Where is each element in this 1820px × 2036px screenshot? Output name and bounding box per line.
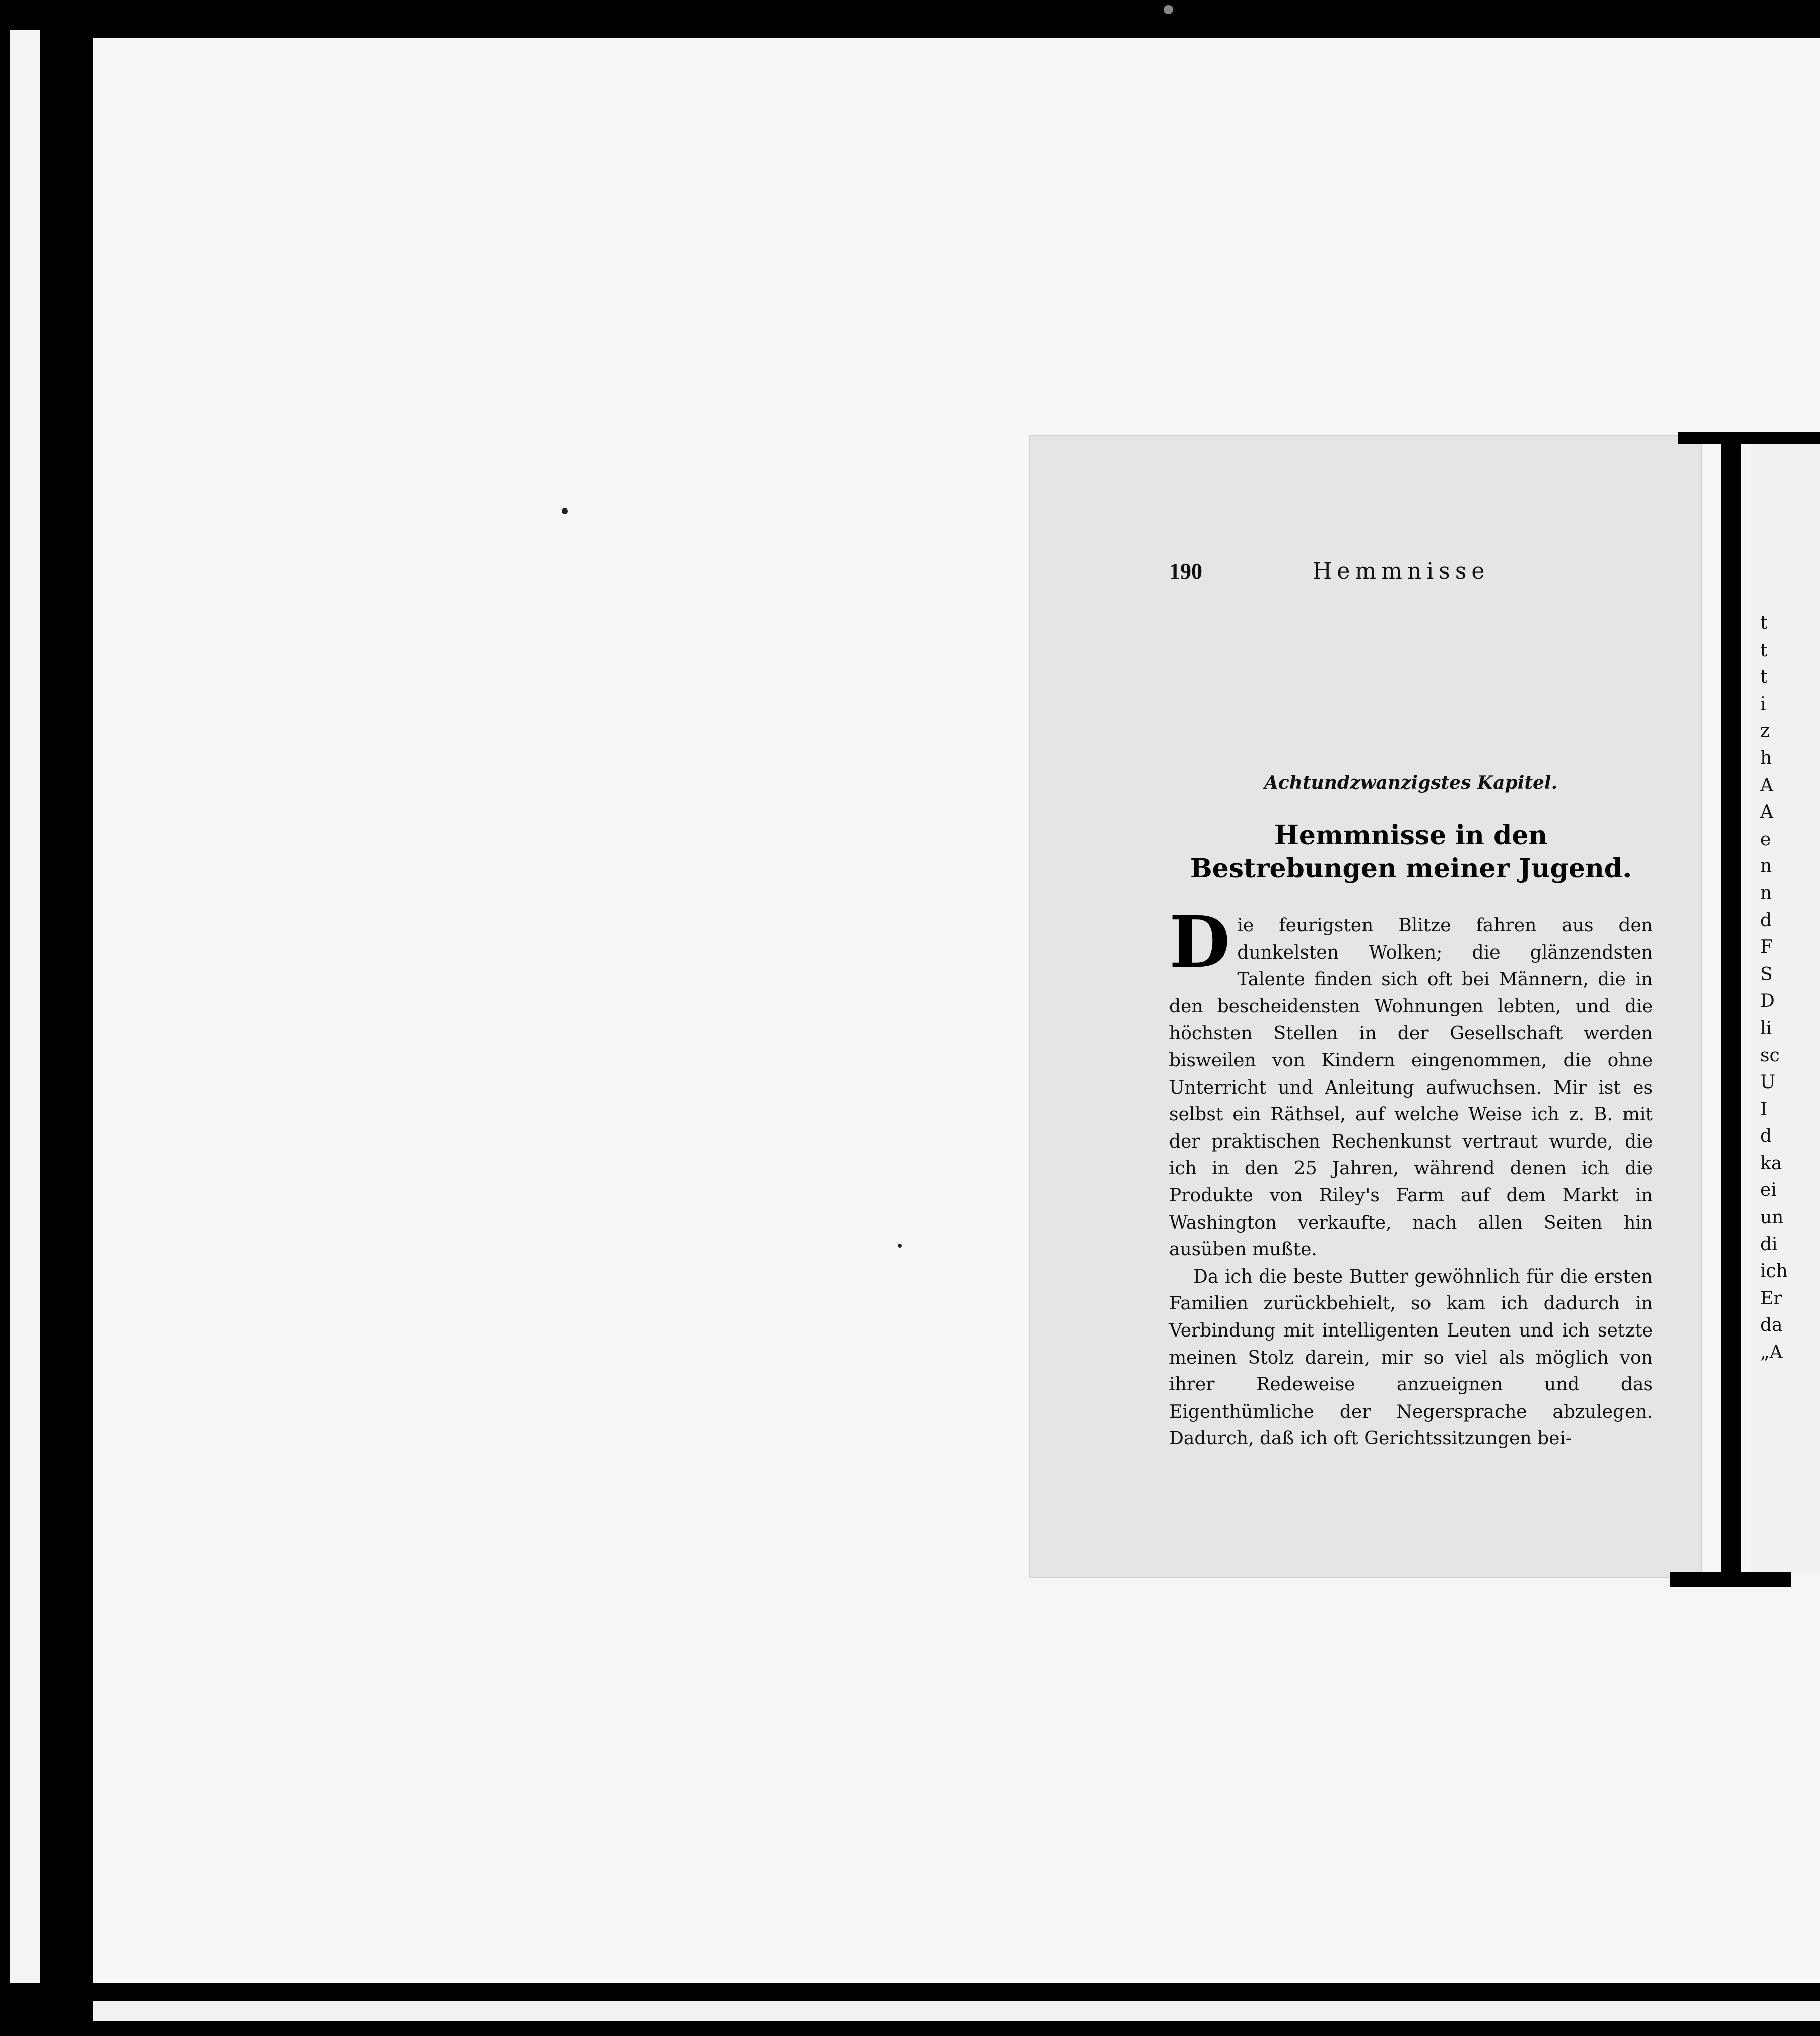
drop-cap: D <box>1169 901 1230 984</box>
paragraph-2: Da ich die beste Butter gewöhnlich für die ersten Familien zurückbehielt, so kam ich dadurch in Verbindung mit intelligenten Leuten und ich setzte meinen Stolz darein, mir so viel als möglich von ihrer Redeweise anzueignen und das Eigenthümliche der Negersprache abzulegen. Dadurch, daß ich oft Gerichtssitzungen bei- <box>1169 1266 1653 1449</box>
chapter-title: Hemmnisse in den Bestrebungen meiner Jugend. <box>1190 820 1632 884</box>
page-number: 190 <box>1169 559 1202 584</box>
body-text <box>1169 901 1653 1452</box>
next-page-edge <box>1751 443 1820 1572</box>
film-edge-strip <box>10 30 40 1996</box>
dust-speck <box>1164 5 1173 14</box>
running-head <box>1169 558 1522 589</box>
film-edge-bottom <box>0 1983 1820 2036</box>
film-edge-left <box>0 0 93 2036</box>
gutter-top-bar <box>1678 432 1820 444</box>
chapter-label: Achtundzwanzigstes Kapitel. <box>1264 772 1558 793</box>
running-title: Hemmnisse <box>1313 558 1490 584</box>
dust-speck <box>562 508 568 514</box>
paragraph-1-text: ie feurigsten Blitze fahren aus den dunkelsten Wolken; die glänzendsten Talente finden sich oft bei Männern, die in den bescheidensten Wohnungen lebten, und die höchsten Stellen in der Gesellschaft werden bisweilen von Kindern eingenommen, die ohne Unterricht und Anleitung aufwuchsen. Mir ist es selbst ein Räthsel, auf welche Weise ich z. B. mit der praktischen Rechenkunst vertraut wurde, die ich in den 25 Jahren, während denen ich die Produkte von Riley's Farm auf dem Markt in Washington verkaufte, nach allen Seiten hin ausüben mußte. <box>1169 915 1653 1260</box>
gutter-bottom-bar <box>1670 1572 1791 1587</box>
next-page-fragment: t t t i z h A A e n n d F S D li sc U I d ka ei un di ich Er da „A <box>1760 613 1788 1363</box>
paragraph-1 <box>1169 901 1653 1263</box>
book-gutter <box>1721 436 1741 1582</box>
film-edge-bottom-strip <box>93 2001 1820 2021</box>
dust-speck <box>898 1244 902 1248</box>
